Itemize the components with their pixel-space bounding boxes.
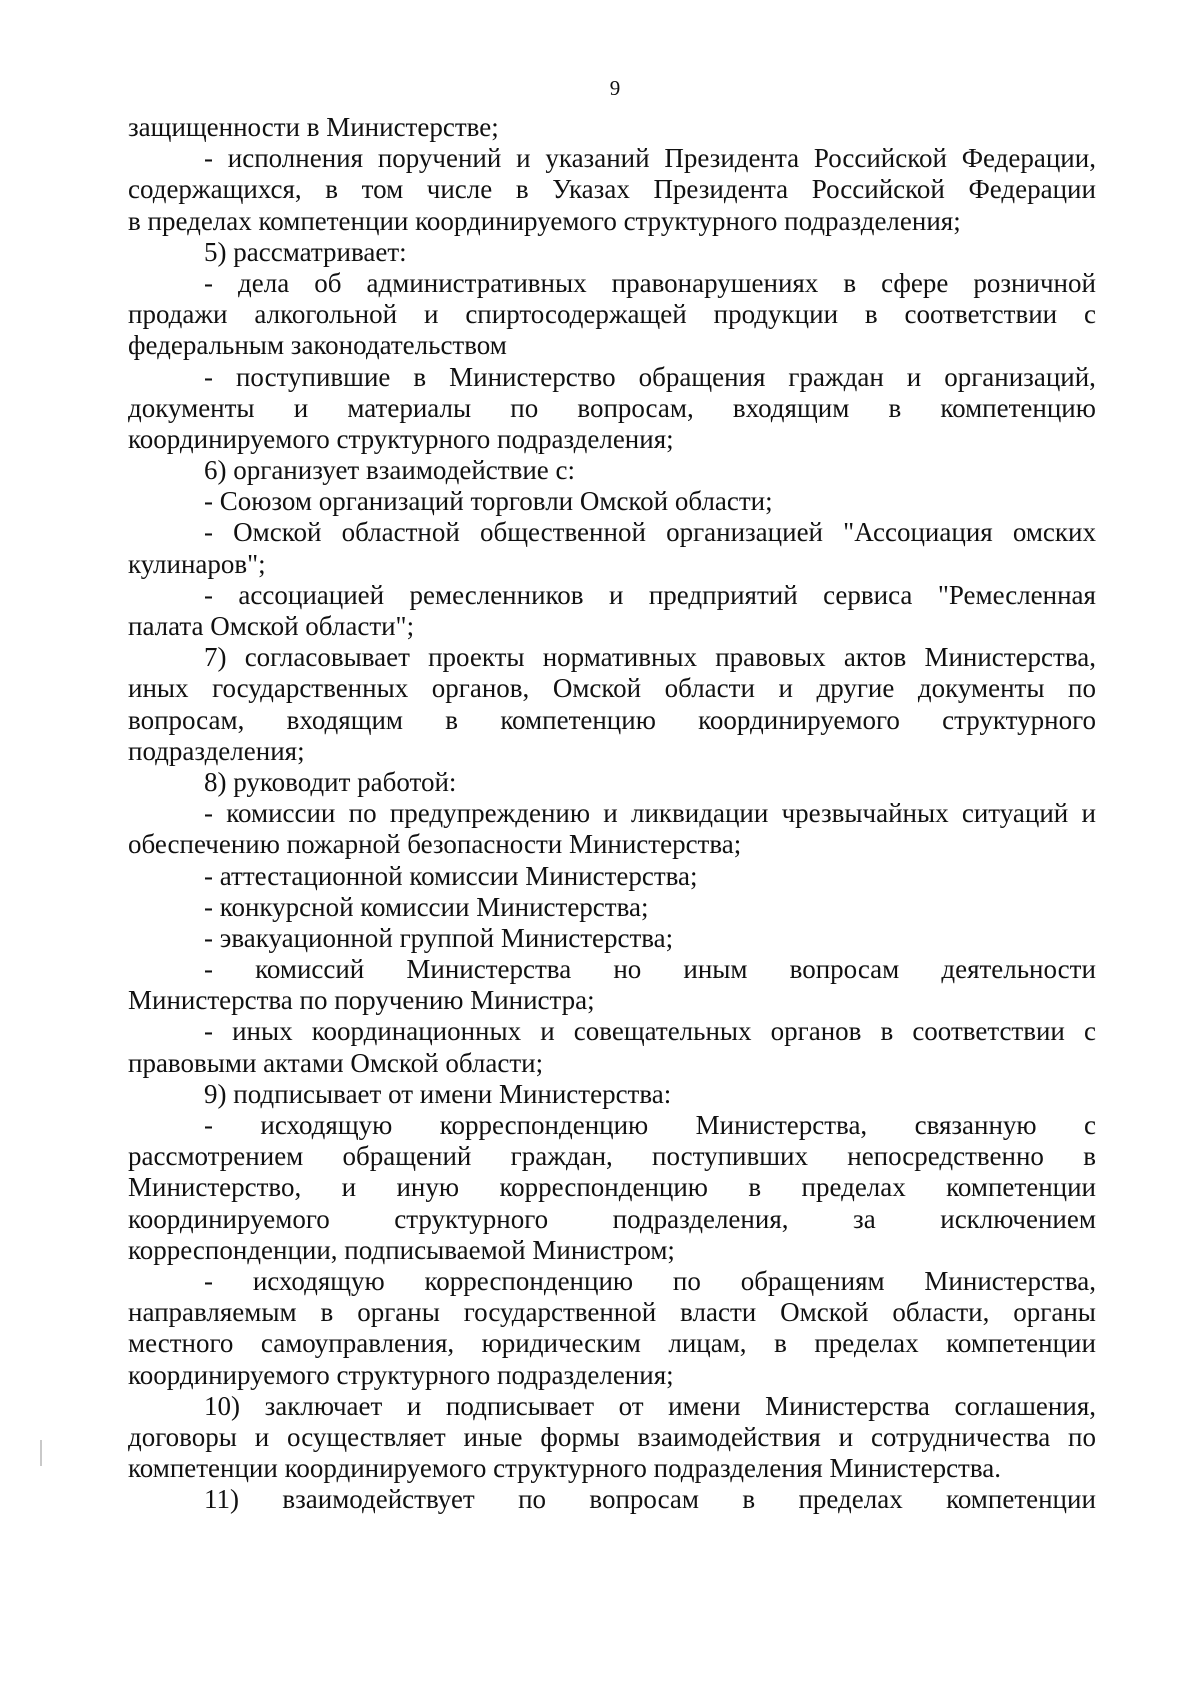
- text-line: - дела об административных правонарушениях в сфере розничной: [204, 267, 1096, 298]
- text-line: 7) согласовывает проекты нормативных правовых актов Министерства,: [204, 642, 1096, 673]
- text-line: - Омской областной общественной организацией "Ассоциация омских: [204, 517, 1096, 548]
- text-line: 11) взаимодействует по вопросам в пределах компетенции: [204, 1484, 1096, 1515]
- text-line: - иных координационных и совещательных органов в соответствии с: [204, 1016, 1096, 1047]
- text-line: 5) рассматривает:: [204, 236, 407, 267]
- text-line: 6) организует взаимодействие с:: [204, 455, 575, 486]
- text-line: вопросам, входящим в компетенцию координируемого структурного: [128, 704, 1096, 735]
- text-line: - конкурсной комиссии Министерства;: [204, 891, 649, 922]
- text-line: - эвакуационной группой Министерства;: [204, 922, 674, 953]
- text-line: иных государственных органов, Омской области и другие документы по: [128, 673, 1096, 704]
- text-line: правовыми актами Омской области;: [128, 1047, 544, 1078]
- text-line: координируемого структурного подразделения, за исключением: [128, 1203, 1096, 1234]
- text-line: компетенции координируемого структурного подразделения Министерства.: [128, 1453, 1001, 1484]
- text-line: местного самоуправления, юридическим лицам, в пределах компетенции: [128, 1328, 1096, 1359]
- text-line: в пределах компетенции координируемого структурного подразделения;: [128, 205, 961, 236]
- text-line: обеспечению пожарной безопасности Министерства;: [128, 829, 742, 860]
- text-line: документы и материалы по вопросам, входящим в компетенцию: [128, 392, 1096, 423]
- text-line: защищенности в Министерстве;: [128, 112, 499, 142]
- text-line: подразделения;: [128, 735, 305, 766]
- text-line: - исходящую корреспонденцию по обращениям Министерства,: [204, 1265, 1096, 1296]
- text-line: координируемого структурного подразделения;: [128, 423, 674, 454]
- text-line: продажи алкогольной и спиртосодержащей продукции в соответствии с: [128, 299, 1096, 330]
- text-line: - исполнения поручений и указаний Президента Российской Федерации,: [204, 143, 1096, 174]
- text-line: - Союзом организаций торговли Омской области;: [204, 486, 773, 517]
- text-line: Министерства по поручению Министра;: [128, 985, 595, 1016]
- text-line: - поступившие в Министерство обращения граждан и организаций,: [204, 361, 1096, 392]
- text-line: Министерство, и иную корреспонденцию в пределах компетенции: [128, 1172, 1096, 1203]
- text-line: координируемого структурного подразделения;: [128, 1359, 674, 1390]
- text-line: рассмотрением обращений граждан, поступивших непосредственно в: [128, 1141, 1096, 1172]
- text-line: федеральным законодательством: [128, 330, 507, 361]
- text-line: 10) заключает и подписывает от имени Министерства соглашения,: [204, 1390, 1096, 1421]
- text-line: - комиссии по предупреждению и ликвидации чрезвычайных ситуаций и: [204, 798, 1096, 829]
- text-line: - аттестационной комиссии Министерства;: [204, 860, 698, 891]
- text-line: - комиссий Министерства но иным вопросам деятельности: [204, 954, 1096, 985]
- text-line: - ассоциацией ремесленников и предприятий сервиса "Ремесленная: [204, 579, 1096, 610]
- text-line: кулинаров";: [128, 548, 266, 579]
- text-line: корреспонденции, подписываемой Министром;: [128, 1234, 675, 1265]
- text-line: - исходящую корреспонденцию Министерства, связанную с: [204, 1110, 1096, 1140]
- text-line: содержащихся, в том числе в Указах Президента Российской Федерации: [128, 174, 1096, 205]
- text-line: 8) руководит работой:: [204, 766, 457, 797]
- text-line: направляемым в органы государственной власти Омской области, органы: [128, 1297, 1096, 1328]
- scan-artifact-mark: [40, 1440, 42, 1466]
- document-body: [128, 112, 1096, 1515]
- text-line: палата Омской области";: [128, 611, 415, 641]
- text-line: договоры и осуществляет иные формы взаимодействия и сотрудничества по: [128, 1421, 1096, 1452]
- page-number: 9: [609, 76, 621, 100]
- text-line: 9) подписывает от имени Министерства:: [204, 1078, 672, 1109]
